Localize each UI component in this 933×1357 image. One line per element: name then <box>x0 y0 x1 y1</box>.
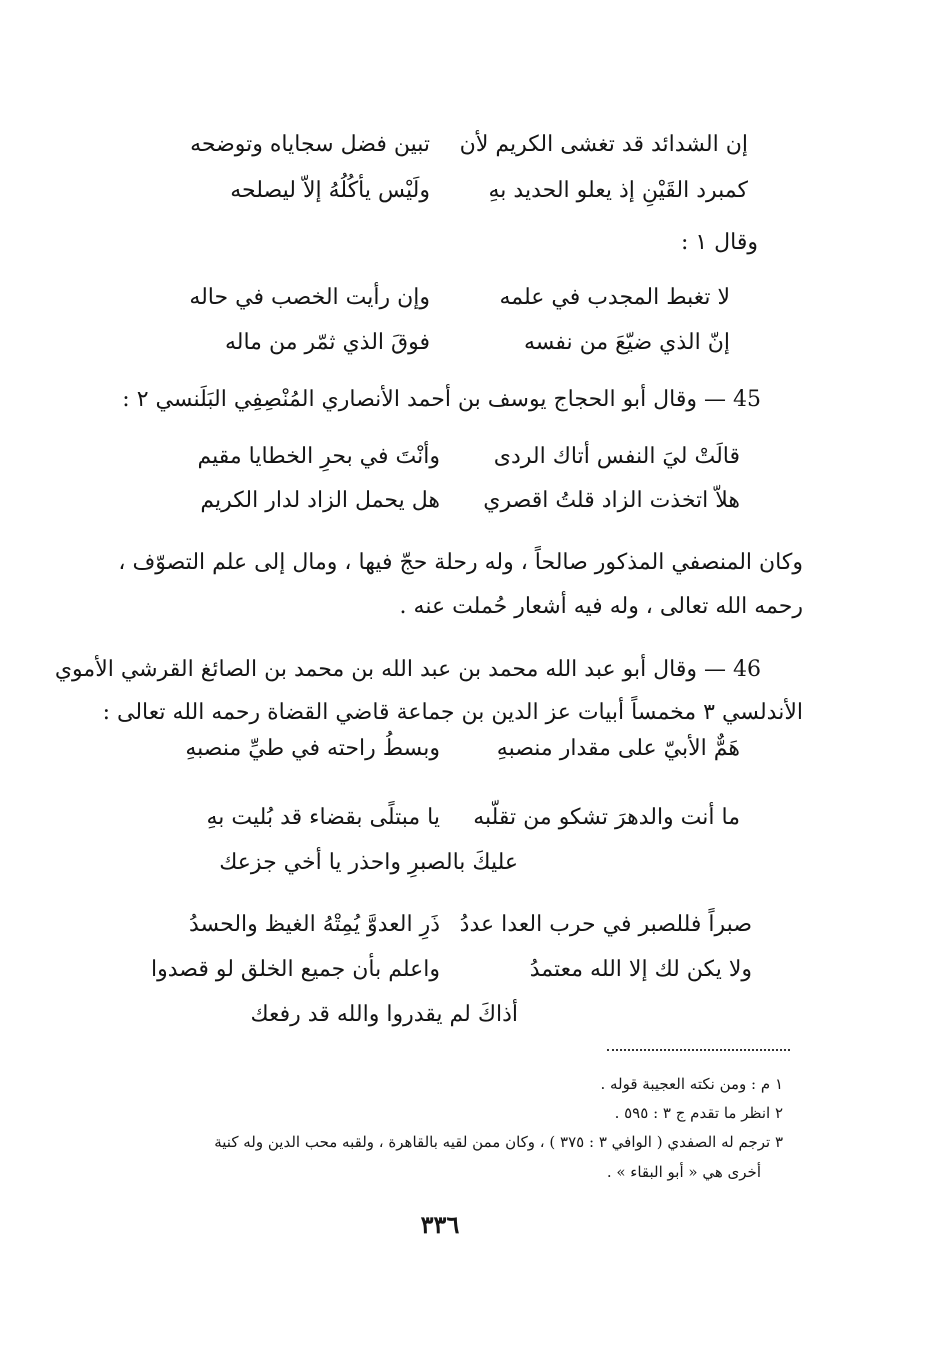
verse-9 <box>140 910 760 940</box>
entry-46-line-2: الأندلسي ٣ مخمساً أبيات عز الدين بن جماعة قاضي القضاة رحمه الله تعالى : <box>102 700 803 725</box>
verse-7-first-hemistich: هَمٌّ الأبيّ على مقدار منصبهِ <box>496 736 740 761</box>
verse-5-first-hemistich: قالَتْ ليَ النفس أتاك الردى <box>493 444 740 469</box>
verse-5-second-hemistich: وأنْتَ في بحرِ الخطايا مقيم <box>197 444 440 469</box>
verse-5 <box>150 442 760 472</box>
verse-2-second-hemistich: ولَيْس يأكُلُهُ إلاّ ليصلحه <box>230 178 430 203</box>
footnote-3-line-1: ٣ ترجم له الصفدي ( الوافي ٣ : ٣٧٥ ) ، وكان ممن لقيه بالقاهرة ، ولقبه محب الدين وله كنية <box>214 1133 783 1151</box>
verse-9-first-hemistich: صبراً فللصبر في حرب العدا عددُ <box>459 912 752 937</box>
verse-8-second-hemistich: يا مبتلًى بقضاء قد بُليت بهِ <box>206 805 440 830</box>
verse-1-first-hemistich: إن الشدائد قد تغشى الكريم لأن <box>459 132 748 157</box>
verse-9-second-hemistich: ذَرِ العدوَّ يُمِتْهُ الغيظ والحسدُ <box>188 912 440 937</box>
verse-6-second-hemistich: هل يحمل الزاد لدار الكريم <box>200 488 440 513</box>
verse-10-second-hemistich: واعلم بأن جميع الخلق لو قصدوا <box>151 957 440 982</box>
footnote-separator <box>607 1049 790 1051</box>
verse-8-first-hemistich: ما أنت والدهرَ تشكو من تقلّبه <box>473 805 740 830</box>
verse-3-first-hemistich: لا تغبط المجدب في علمه <box>499 285 730 310</box>
entry-46-line-1: 46 — وقال أبو عبد الله محمد بن عبد الله بن محمد بن الصائغ القرشي الأموي <box>54 657 761 682</box>
footnote-3-line-2: أخرى هي « أبو البقاء » . <box>606 1163 761 1181</box>
entry-45-heading: 45 — وقال أبو الحجاج يوسف بن أحمد الأنصاري المُنْصِفِي البَلَنسي ٢ : <box>122 387 761 412</box>
page-number: ٣٣٦ <box>420 1210 460 1239</box>
verse-4 <box>170 328 760 358</box>
footnote-1: ١ م : ومن نكته العجيبة قوله . <box>600 1075 783 1093</box>
verse-8 <box>150 803 760 833</box>
verse-10 <box>140 955 760 985</box>
verse-3-second-hemistich: وإن رأيت الخصب في حاله <box>189 285 430 310</box>
footnote-2: ٢ انظر ما تقدم ج ٣ : ٥٩٥ . <box>614 1104 783 1122</box>
verse-1 <box>150 130 760 160</box>
stanza-1-closing: عليكَ بالصبرِ واحذر يا أخي جزعك <box>219 850 518 875</box>
verse-10-first-hemistich: ولا يكن لك إلا الله معتمدُ <box>529 957 752 982</box>
verse-3 <box>170 283 760 313</box>
prose-45-line-2: رحمه الله تعالى ، وله فيه أشعار حُملت عنه . <box>399 594 803 619</box>
verse-2 <box>150 176 760 206</box>
verse-2-first-hemistich: كمبرد القَيْنِ إذ يعلو الحديد بهِ <box>488 178 748 203</box>
verse-1-second-hemistich: تبين فضل سجاياه وتوضحه <box>190 132 430 157</box>
verse-6 <box>150 486 760 516</box>
intro-wa-qala: وقال ١ : <box>680 230 758 255</box>
verse-4-second-hemistich: فوقَ الذي ثمّر من ماله <box>224 330 430 355</box>
verse-7-second-hemistich: وبسطُ راحته في طيِّ منصبهِ <box>185 736 440 761</box>
verse-7 <box>150 734 760 764</box>
stanza-2-closing: أذاكَ لم يقدروا والله قد رفعك <box>250 1002 518 1027</box>
verse-4-first-hemistich: إنّ الذي ضيّعَ من نفسه <box>523 330 730 355</box>
verse-6-first-hemistich: هلاّ اتخذت الزاد قلتُ اقصري <box>483 488 740 513</box>
prose-45-line-1: وكان المنصفي المذكور صالحاً ، وله رحلة حجّ فيها ، ومال إلى علم التصوّف ، <box>118 550 803 575</box>
